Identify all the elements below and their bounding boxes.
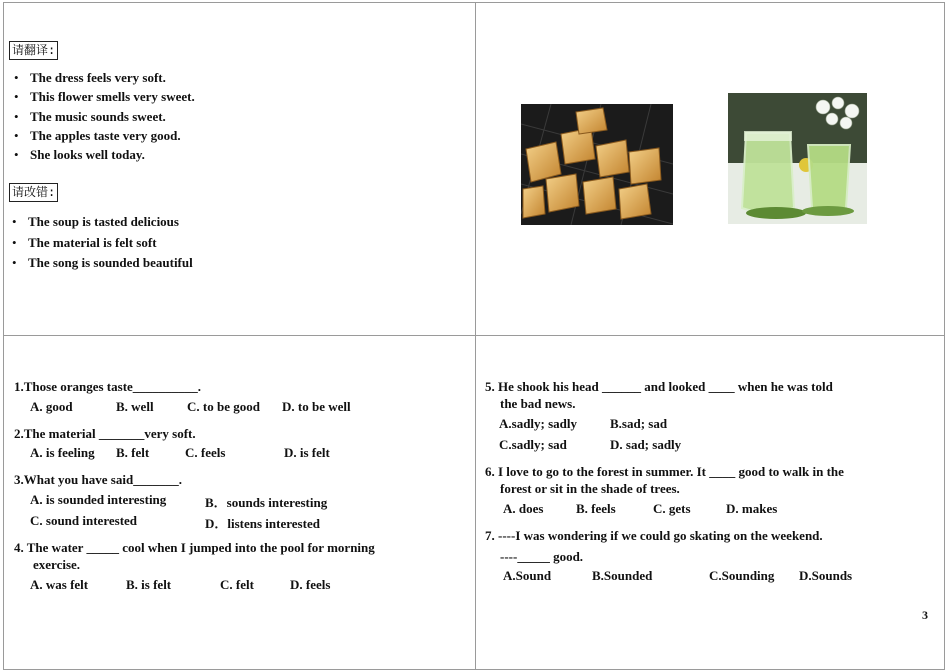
list-item: • The soup is tasted delicious bbox=[10, 212, 193, 233]
question-3: 3.What you have said_______. bbox=[14, 472, 182, 487]
q5-option-d: D. sad; sadly bbox=[610, 437, 682, 452]
q3-option-b: B．sounds interesting bbox=[205, 495, 328, 510]
question-6-continued: forest or sit in the shade of trees. bbox=[500, 481, 680, 496]
question-7: 7. ----I was wondering if we could go skating on the weekend. bbox=[485, 528, 823, 543]
q4-option-a: A. was felt bbox=[30, 577, 89, 592]
translate-list bbox=[12, 68, 195, 164]
q7-option-a: A.Sound bbox=[503, 568, 552, 583]
q2-option-d: D. is felt bbox=[284, 445, 330, 460]
q2-option-c: C. feels bbox=[185, 445, 226, 460]
q7-option-d: D.Sounds bbox=[799, 568, 853, 583]
question-5: 5. He shook his head ______ and looked ____ when he was told bbox=[485, 379, 833, 394]
q6-option-b: B. feels bbox=[576, 501, 616, 516]
q5-option-a: A.sadly; sadly bbox=[499, 416, 578, 431]
q4-option-b: B. is felt bbox=[126, 577, 172, 592]
slide-panel-images bbox=[475, 2, 945, 336]
list-item: • The dress feels very soft. bbox=[12, 68, 195, 87]
question-7-continued: ----_____ good. bbox=[500, 549, 584, 564]
list-item: • The apples taste very good. bbox=[12, 126, 195, 145]
q5-option-b: B.sad; sad bbox=[610, 416, 668, 431]
q6-option-c: C. gets bbox=[653, 501, 691, 516]
q5-option-c: C.sadly; sad bbox=[499, 437, 567, 452]
list-item: • The material is felt soft bbox=[10, 233, 193, 254]
q4-option-d: D. feels bbox=[290, 577, 331, 592]
question-5-continued: the bad news. bbox=[500, 396, 576, 411]
correct-list bbox=[10, 212, 193, 274]
q7-option-c: C.Sounding bbox=[709, 568, 775, 583]
question-4-continued: exercise. bbox=[33, 557, 81, 572]
question-2: 2.The material _______very soft. bbox=[14, 426, 196, 441]
page-number: 3 bbox=[922, 608, 928, 622]
q2-option-a: A. is feeling bbox=[30, 445, 95, 460]
correct-label: 请改错: bbox=[9, 183, 58, 202]
slide-panel-translate bbox=[3, 2, 476, 336]
q1-option-a: A. good bbox=[30, 399, 73, 414]
q1-option-d: D. to be well bbox=[282, 399, 351, 414]
green-juice-photo bbox=[728, 93, 867, 224]
question-6: 6. I love to go to the forest in summer. It ____ good to walk in the bbox=[485, 464, 844, 479]
list-item: • She looks well today. bbox=[12, 145, 195, 164]
q1-option-b: B. well bbox=[116, 399, 154, 414]
translate-label: 请翻译: bbox=[9, 41, 58, 60]
fried-tofu-photo bbox=[521, 104, 673, 225]
question-4: 4. The water _____ cool when I jumped into the pool for morning bbox=[14, 540, 375, 555]
q3-option-d: D．listens interested bbox=[205, 516, 320, 531]
slide-panel-questions-5-7 bbox=[475, 335, 945, 670]
q3-option-a: A. is sounded interesting bbox=[30, 492, 167, 507]
list-item: • The song is sounded beautiful bbox=[10, 253, 193, 274]
q3-option-c: C. sound interested bbox=[30, 513, 138, 528]
q6-option-d: D. makes bbox=[726, 501, 778, 516]
slide-panel-questions-1-4 bbox=[3, 335, 476, 670]
question-1: 1.Those oranges taste__________. bbox=[14, 379, 202, 394]
q1-option-c: C. to be good bbox=[187, 399, 260, 414]
list-item: • The music sounds sweet. bbox=[12, 107, 195, 126]
q7-option-b: B.Sounded bbox=[592, 568, 653, 583]
list-item: • This flower smells very sweet. bbox=[12, 87, 195, 106]
q2-option-b: B. felt bbox=[116, 445, 150, 460]
green-juice-image bbox=[728, 93, 867, 224]
q6-option-a: A. does bbox=[503, 501, 544, 516]
fried-tofu-image bbox=[521, 104, 673, 225]
q4-option-c: C. felt bbox=[220, 577, 254, 592]
